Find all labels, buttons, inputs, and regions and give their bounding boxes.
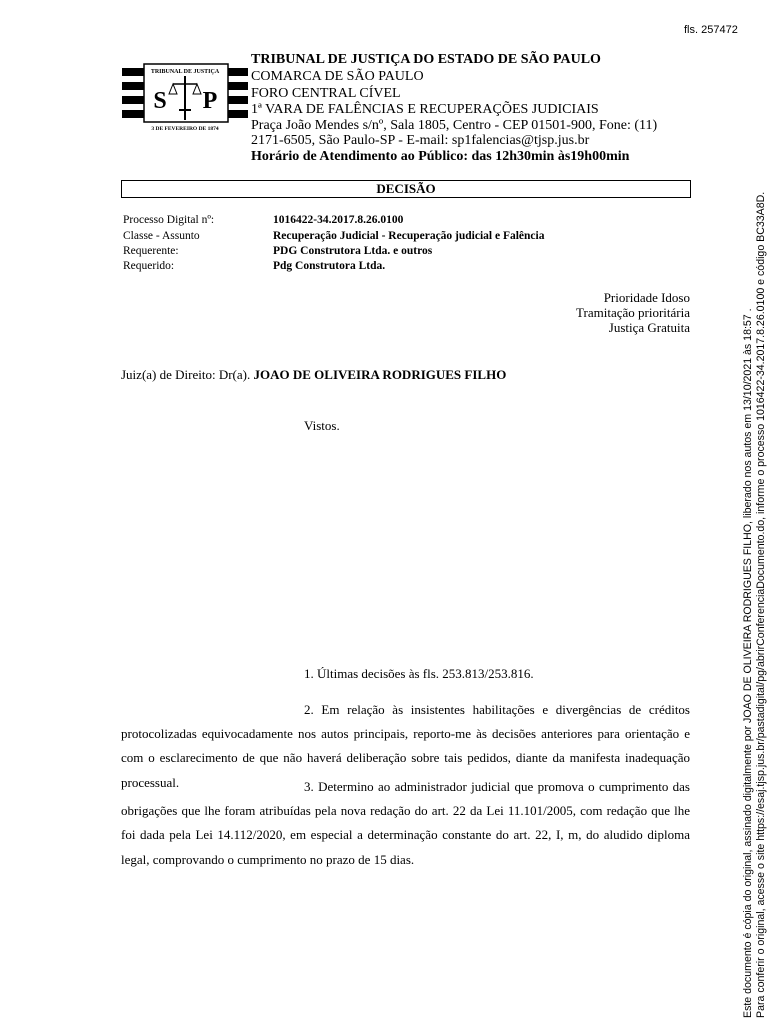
defendant-label: Requerido: <box>123 260 175 272</box>
judge-line <box>121 367 506 383</box>
tjsp-seal-logo <box>122 46 248 134</box>
judge-name: JOAO DE OLIVEIRA RODRIGUES FILHO <box>253 367 507 382</box>
paragraph-3: 3. Determino ao administrador judicial que promova o cumprimento das obrigações que lhe foram atribuídas pela nova redação do art. 22 da Lei 11.101/2005, com redação que lhe foi dada pela Lei 14.112/2020, em especial a determinação constante do art. 22, I, m, do aludido diploma legal, comprovando o cumprimento no prazo de 15 dias. <box>121 779 690 867</box>
flag-priority-elderly: Prioridade Idoso <box>603 290 690 305</box>
vara: 1ª VARA DE FALÊNCIAS E RECUPERAÇÕES JUDICIAIS <box>251 102 599 117</box>
digital-signature-notice <box>742 158 767 1018</box>
page-number: fls. 257472 <box>684 24 738 36</box>
seal-letter-s: S <box>153 88 167 114</box>
seal-letter-p: P <box>202 88 218 114</box>
signature-notice-line-2: Para conferir o original, acesse o site https://esaj.tjsp.jus.br/pastadigital/pg/abrirConferenciaDocumento.do, informe o processo 1016422-34.2017.8.26.0100 e código BC33A8D. <box>754 191 767 1018</box>
vistos: Vistos. <box>304 418 340 433</box>
process-number-label: Processo Digital nº: <box>123 214 215 226</box>
foro: FORO CENTRAL CÍVEL <box>251 86 401 101</box>
flag-priority-processing: Tramitação prioritária <box>576 305 690 320</box>
flag-free-justice: Justiça Gratuita <box>608 320 690 335</box>
public-hours: Horário de Atendimento ao Público: das 12h30min às19h00min <box>251 149 630 164</box>
paragraph-2: 2. Em relação às insistentes habilitações e divergências de créditos protocolizadas equivocadamente nos autos principais, reporto-me às decisões anteriores para orientação e com o esclarecimento de que não haverá deliberação sobre tais pedidos, diante da manifesta inadequação processual. <box>121 702 690 790</box>
class-subject-value: Recuperação Judicial - Recuperação judicial e Falência <box>273 230 545 242</box>
court-name: TRIBUNAL DE JUSTIÇA DO ESTADO DE SÃO PAULO <box>251 52 601 67</box>
plaintiff-label: Requerente: <box>123 245 179 257</box>
address-line-2: 2171-6505, São Paulo-SP - E-mail: sp1falencias@tjsp.jus.br <box>251 133 590 148</box>
class-subject-label: Classe - Assunto <box>123 230 200 242</box>
plaintiff-value: PDG Construtora Ltda. e outros <box>273 245 433 257</box>
seal-date-text: 3 DE FEVEREIRO DE 1874 <box>151 126 219 132</box>
signature-notice-line-1: Este documento é cópia do original, assinado digitalmente por JOAO DE OLIVEIRA RODRIGUES FILHO, liberado nos autos em 13/10/2021 às 18:57 . <box>742 308 754 1018</box>
process-number-value: 1016422-34.2017.8.26.0100 <box>273 214 404 226</box>
comarca: COMARCA DE SÃO PAULO <box>251 69 424 84</box>
paragraph-1: 1. Últimas decisões às fls. 253.813/253.816. <box>304 666 534 681</box>
judge-prefix: Juiz(a) de Direito: Dr(a). <box>121 367 254 382</box>
decision-title: DECISÃO <box>121 180 691 198</box>
defendant-value: Pdg Construtora Ltda. <box>273 260 386 272</box>
seal-top-text: TRIBUNAL DE JUSTIÇA <box>150 69 220 75</box>
address-line-1: Praça João Mendes s/nº, Sala 1805, Centro - CEP 01501-900, Fone: (11) <box>251 118 658 133</box>
